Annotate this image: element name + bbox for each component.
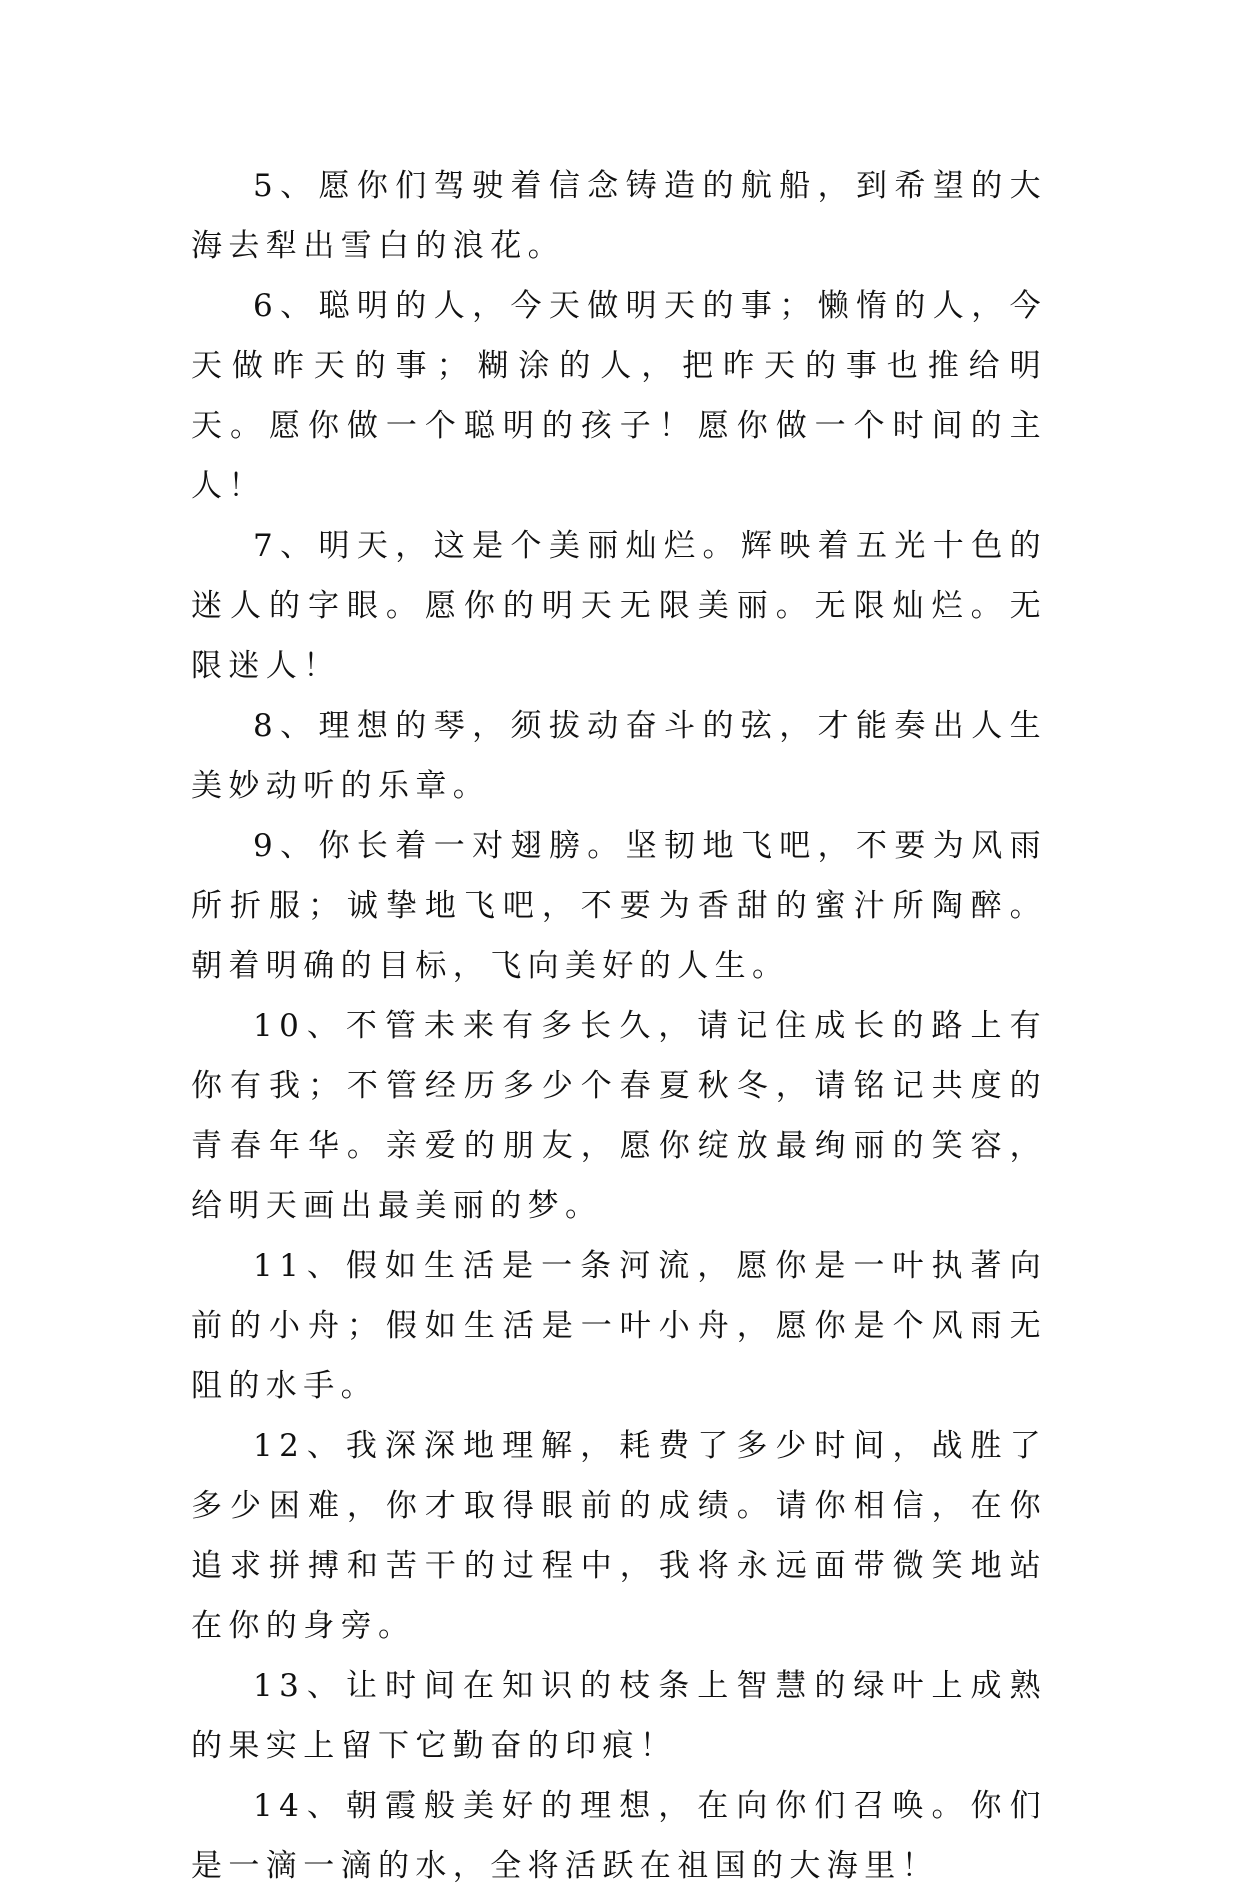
paragraph-12: 12、我深深地理解，耗费了多少时间，战胜了多少困难，你才取得眼前的成绩。请你相信，在你追求拼搏和苦干的过程中，我将永远面带微笑地站在你的身旁。: [191, 1428, 1047, 1644]
paragraph-8: 8、理想的琴，须拔动奋斗的弦，才能奏出人生美妙动听的乐章。: [191, 708, 1047, 804]
paragraph-13: 13、让时间在知识的枝条上智慧的绿叶上成熟的果实上留下它勤奋的印痕！: [191, 1668, 1047, 1764]
paragraph-7: 7、明天，这是个美丽灿烂。辉映着五光十色的迷人的字眼。愿你的明天无限美丽。无限灿烂。无限迷人！: [191, 528, 1047, 684]
paragraph-14: 14、朝霞般美好的理想，在向你们召唤。你们是一滴一滴的水，全将活跃在祖国的大海里！: [191, 1788, 1047, 1884]
paragraph-6: 6、聪明的人，今天做明天的事；懒惰的人，今天做昨天的事；糊涂的人，把昨天的事也推给明天。愿你做一个聪明的孩子！愿你做一个时间的主人！: [191, 288, 1047, 504]
paragraph-11: 11、假如生活是一条河流，愿你是一叶执著向前的小舟；假如生活是一叶小舟，愿你是个风雨无阻的水手。: [191, 1248, 1047, 1404]
paragraph-10: 10、不管未来有多长久，请记住成长的路上有你有我；不管经历多少个春夏秋冬，请铭记共度的青春年华。亲爱的朋友，愿你绽放最绚丽的笑容，给明天画出最美丽的梦。: [191, 1008, 1047, 1224]
document-body: [191, 156, 1047, 1896]
paragraph-9: 9、你长着一对翅膀。坚韧地飞吧，不要为风雨所折服；诚挚地飞吧，不要为香甜的蜜汁所陶醉。朝着明确的目标，飞向美好的人生。: [191, 828, 1047, 984]
paragraph-5: 5、愿你们驾驶着信念铸造的航船，到希望的大海去犁出雪白的浪花。: [191, 168, 1047, 264]
